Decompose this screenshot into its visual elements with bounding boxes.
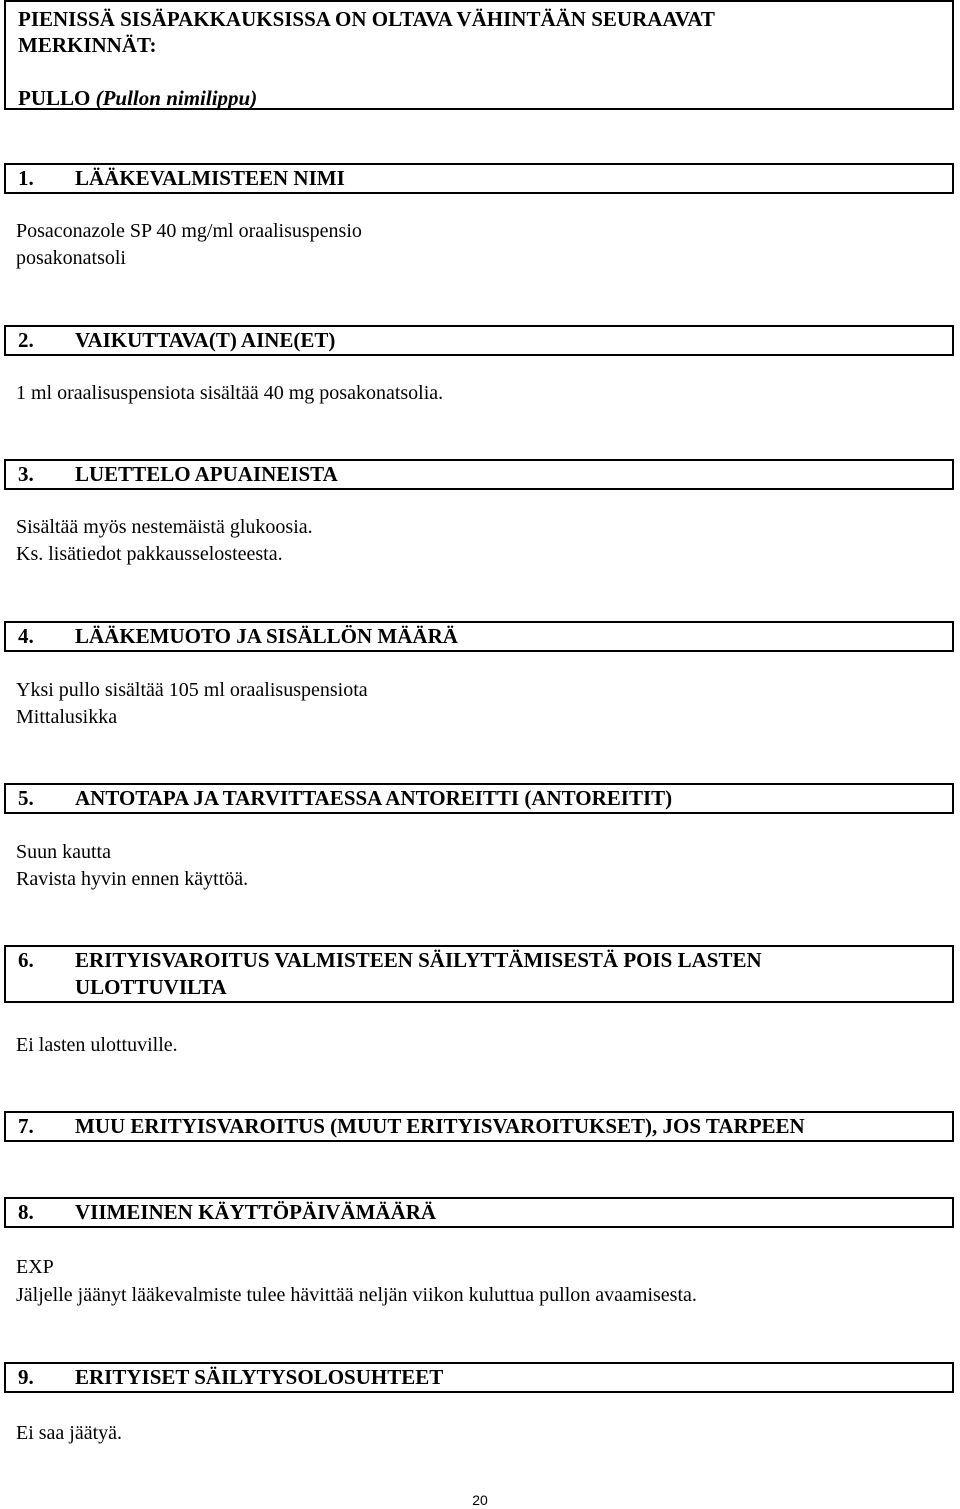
section-heading: LÄÄKEVALMISTEEN NIMI [75, 166, 345, 190]
subtitle-italic: (Pullon nimilippu) [95, 86, 258, 110]
section-number: 3. [18, 462, 34, 486]
title-line-2: MERKINNÄT: [18, 33, 157, 57]
section-5-line-1: Suun kautta [16, 841, 111, 863]
section-number: 9. [18, 1365, 34, 1389]
page-number: 20 [472, 1492, 488, 1508]
section-heading: ERITYISET SÄILYTYSOLOSUHTEET [75, 1365, 444, 1389]
section-heading: VAIKUTTAVA(T) AINE(ET) [75, 328, 336, 352]
section-8-line-2: Jäljelle jäänyt lääkevalmiste tulee hävittää neljän viikon kuluttua pullon avaamisesta. [16, 1284, 697, 1306]
section-number: 1. [18, 166, 34, 190]
section-7-header [4, 1111, 954, 1142]
subtitle [18, 85, 257, 111]
section-9-header [4, 1362, 954, 1393]
section-4-line-1: Yksi pullo sisältää 105 ml oraalisuspensiota [16, 679, 368, 701]
section-heading-line-1: ERITYISVAROITUS VALMISTEEN SÄILYTTÄMISESTÄ POIS LASTEN [75, 948, 762, 972]
section-4-header [4, 621, 954, 652]
section-heading: MUU ERITYISVAROITUS (MUUT ERITYISVAROITUKSET), JOS TARPEEN [75, 1114, 805, 1138]
section-heading: LUETTELO APUAINEISTA [75, 462, 338, 486]
section-2-header [4, 325, 954, 356]
section-9-line-1: Ei saa jäätyä. [16, 1422, 123, 1444]
section-number: 6. [18, 948, 34, 972]
section-5-line-2: Ravista hyvin ennen käyttöä. [16, 868, 249, 890]
section-1-line-2: posakonatsoli [16, 247, 126, 269]
section-3-line-1: Sisältää myös nestemäistä glukoosia. [16, 516, 313, 538]
section-3-header [4, 459, 954, 490]
section-heading: VIIMEINEN KÄYTTÖPÄIVÄMÄÄRÄ [75, 1200, 437, 1224]
section-1-line-1: Posaconazole SP 40 mg/ml oraalisuspensio [16, 220, 362, 242]
section-heading-line-2: ULOTTUVILTA [75, 975, 227, 999]
title-line-1: PIENISSÄ SISÄPAKKAUKSISSA ON OLTAVA VÄHINTÄÄN SEURAAVAT [18, 7, 715, 31]
section-3-line-2: Ks. lisätiedot pakkausselosteesta. [16, 543, 283, 565]
section-1-header [4, 163, 954, 194]
subtitle-main: PULLO [18, 86, 96, 110]
section-5-header [4, 783, 954, 814]
section-number: 7. [18, 1114, 34, 1138]
section-heading: LÄÄKEMUOTO JA SISÄLLÖN MÄÄRÄ [75, 624, 458, 648]
section-6-header [4, 945, 954, 1003]
section-number: 4. [18, 624, 34, 648]
section-6-line-1: Ei lasten ulottuville. [16, 1034, 178, 1056]
title-box [4, 0, 954, 110]
section-8-header [4, 1197, 954, 1228]
section-number: 2. [18, 328, 34, 352]
section-number: 8. [18, 1200, 34, 1224]
section-heading: ANTOTAPA JA TARVITTAESSA ANTOREITTI (ANTOREITIT) [75, 786, 673, 810]
section-4-line-2: Mittalusikka [16, 706, 118, 728]
section-8-line-1: EXP [16, 1256, 54, 1278]
section-2-line-1: 1 ml oraalisuspensiota sisältää 40 mg posakonatsolia. [16, 382, 444, 404]
section-number: 5. [18, 786, 34, 810]
